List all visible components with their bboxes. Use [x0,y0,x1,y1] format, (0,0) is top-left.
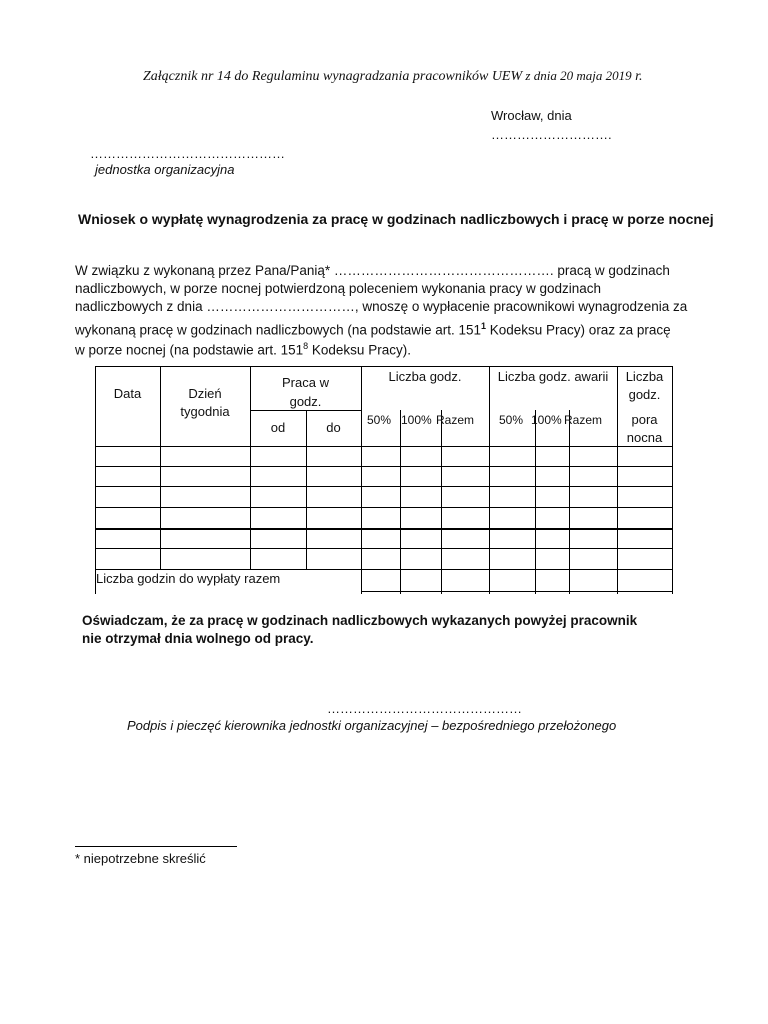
attachment-prefix: Załącznik nr 14 do Regulaminu wynagradzania pracowników UEW [143,69,523,84]
sub-header-50: 50% [367,413,392,427]
table-col-rule [400,410,401,594]
col-header-dzien-1: Dzień [188,386,222,401]
table-rule-header [95,446,673,447]
place-date-label: Wrocław, dnia [491,108,572,123]
unit-label: jednostka organizacyjna [95,162,235,177]
col-header-dzien-2: tygodnia [180,404,230,419]
table-rule-row [95,507,673,508]
sub-header-razem-awarii: Razem [564,413,603,427]
table-border-right [672,366,673,594]
table-col-rule [361,366,362,594]
col-header-liczba: Liczba godz. [388,369,462,384]
place-date-dots: ………………………. [491,127,612,142]
document-title: Wniosek o wypłatę wynagrodzenia za pracę w godzinach nadliczbowych i pracę w porze nocnej [78,211,714,227]
table-rule-row [95,466,673,467]
footnote-separator [75,846,237,847]
attachment-note [143,68,642,85]
col-header-praca-1: Praca w [282,375,329,390]
table-rule-row [95,548,673,549]
col-header-nocna-2: godz. [628,387,661,402]
sub-header-razem: Razem [436,413,475,427]
sub-header-50-awarii: 50% [499,413,524,427]
attachment-date: z dnia 20 maja 2019 [522,68,632,83]
declaration [82,612,637,648]
declaration-line-2: nie otrzymał dnia wolnego od pracy. [82,631,314,646]
declaration-line-1: Oświadczam, że za pracę w godzinach nadliczbowych wykazanych powyżej pracownik [82,613,638,628]
table-col-rule [489,366,490,594]
col-header-nocna-4: nocna [626,430,663,445]
overtime-table [95,366,673,594]
col-header-do: do [326,420,341,435]
signature-label: Podpis i pieczęć kierownika jednostki organizacyjnej – bezpośredniego przełożonego [127,718,617,733]
sub-header-100: 100% [401,413,432,427]
table-col-rule [441,410,442,594]
table-col-rule [535,410,536,594]
table-rule-row [95,528,673,530]
col-header-praca-2: godz. [289,394,322,409]
table-rule-bottom [361,591,673,592]
body-line-3: nadliczbowych z dnia ……………………………, wnoszę o wypłacenie pracownikowi wynagrodzenia za [75,299,688,314]
body-line-4: wykonaną pracę w godzinach nadliczbowych (na podstawie art. $151^1$ Kodeksu Pracy) oraz za pracę [75,321,671,338]
footnote-ref-8: 8 [303,340,309,351]
body-line-5: w porze nocnej (na podstawie art. $151^8$ Kodeksu Pracy). [75,340,411,357]
col-header-od: od [270,420,286,435]
table-col-rule [569,410,570,594]
attachment-suffix: r. [631,69,643,84]
body-line-2: nadliczbowych, w porze nocnej potwierdzoną poleceniem wykonania pracy w godzinach [75,281,602,296]
table-border-top [95,366,673,367]
col-header-nocna-1: Liczba [625,369,664,384]
body-line-1: W związku z wykonaną przez Pana/Panią* …………………………………………. pracą w godzinach [75,263,670,278]
footnote-text: * niepotrzebne skreślić [75,851,206,866]
col-header-awarii: Liczba godz. awarii [497,369,609,384]
total-row-label: Liczba godzin do wypłaty razem [96,571,281,586]
unit-dots: ……………………………………… [90,146,285,161]
footnote-ref-1: 1 [481,321,487,331]
col-header-data: Data [113,386,142,401]
body-paragraph [75,262,695,359]
sub-header-100-awarii: 100% [531,413,562,427]
signature-dots: ……………………………………… [327,701,522,716]
col-header-nocna-3: pora [631,412,658,427]
table-rule-row [95,486,673,487]
